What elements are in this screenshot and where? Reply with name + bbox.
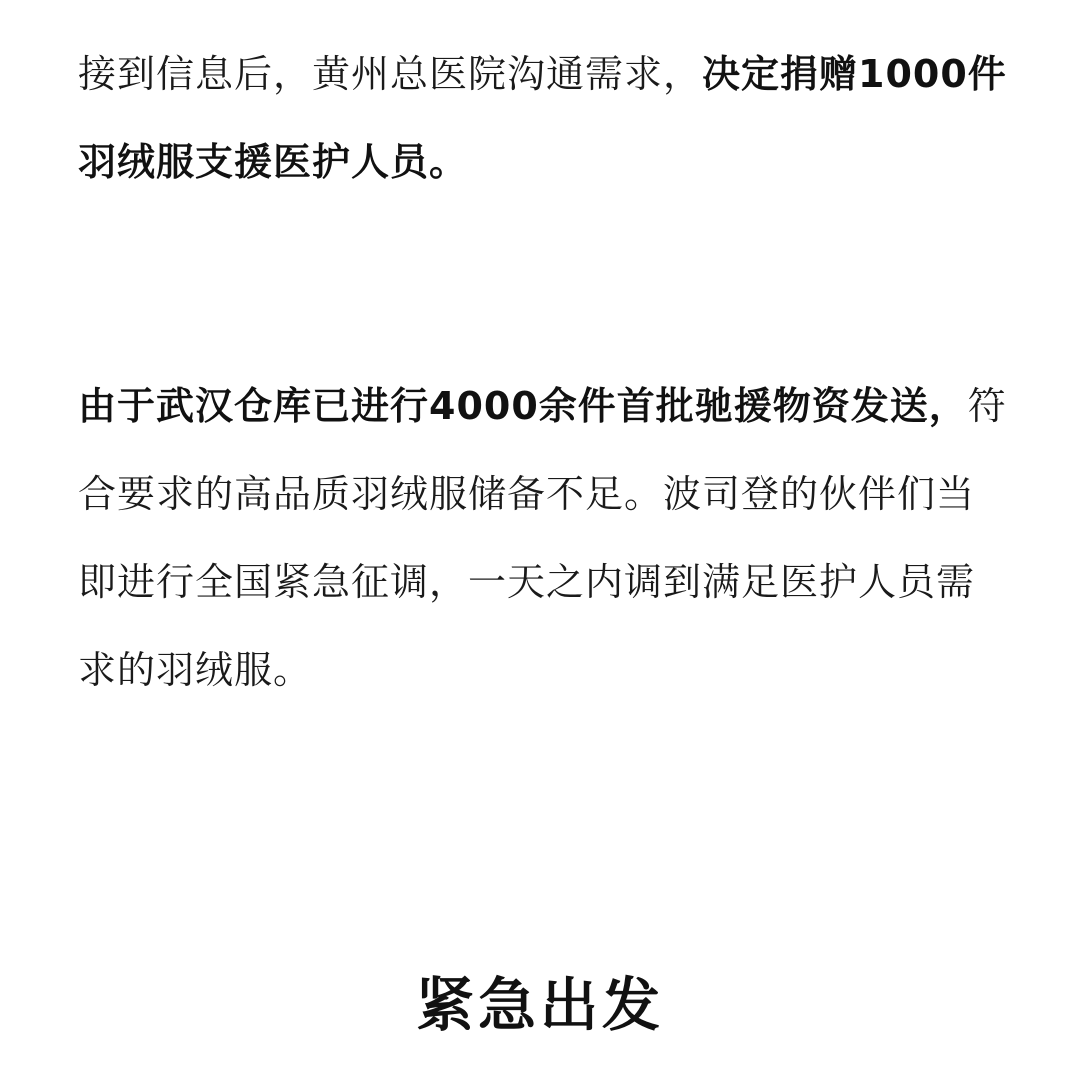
paragraph-1-bold-text: 决定捐赠1000件羽绒服支援医护人员。	[78, 52, 1007, 184]
paragraph-warehouse-shortage	[78, 362, 1008, 714]
paragraph-1-normal-text: 接到信息后，黄州总医院沟通需求，	[78, 52, 703, 96]
paragraph-2-normal-text: 符合要求的高品质羽绒服储备不足。波司登的伙伴们当即进行全国紧急征调，一天之内调到满足医护人员需求的羽绒服。	[78, 384, 1007, 692]
paragraph-2-bold-text: 由于武汉仓库已进行4000余件首批驰援物资发送，	[78, 384, 968, 428]
section-heading: 紧急出发	[415, 971, 664, 1039]
paragraph-donation-decision	[78, 30, 1008, 206]
